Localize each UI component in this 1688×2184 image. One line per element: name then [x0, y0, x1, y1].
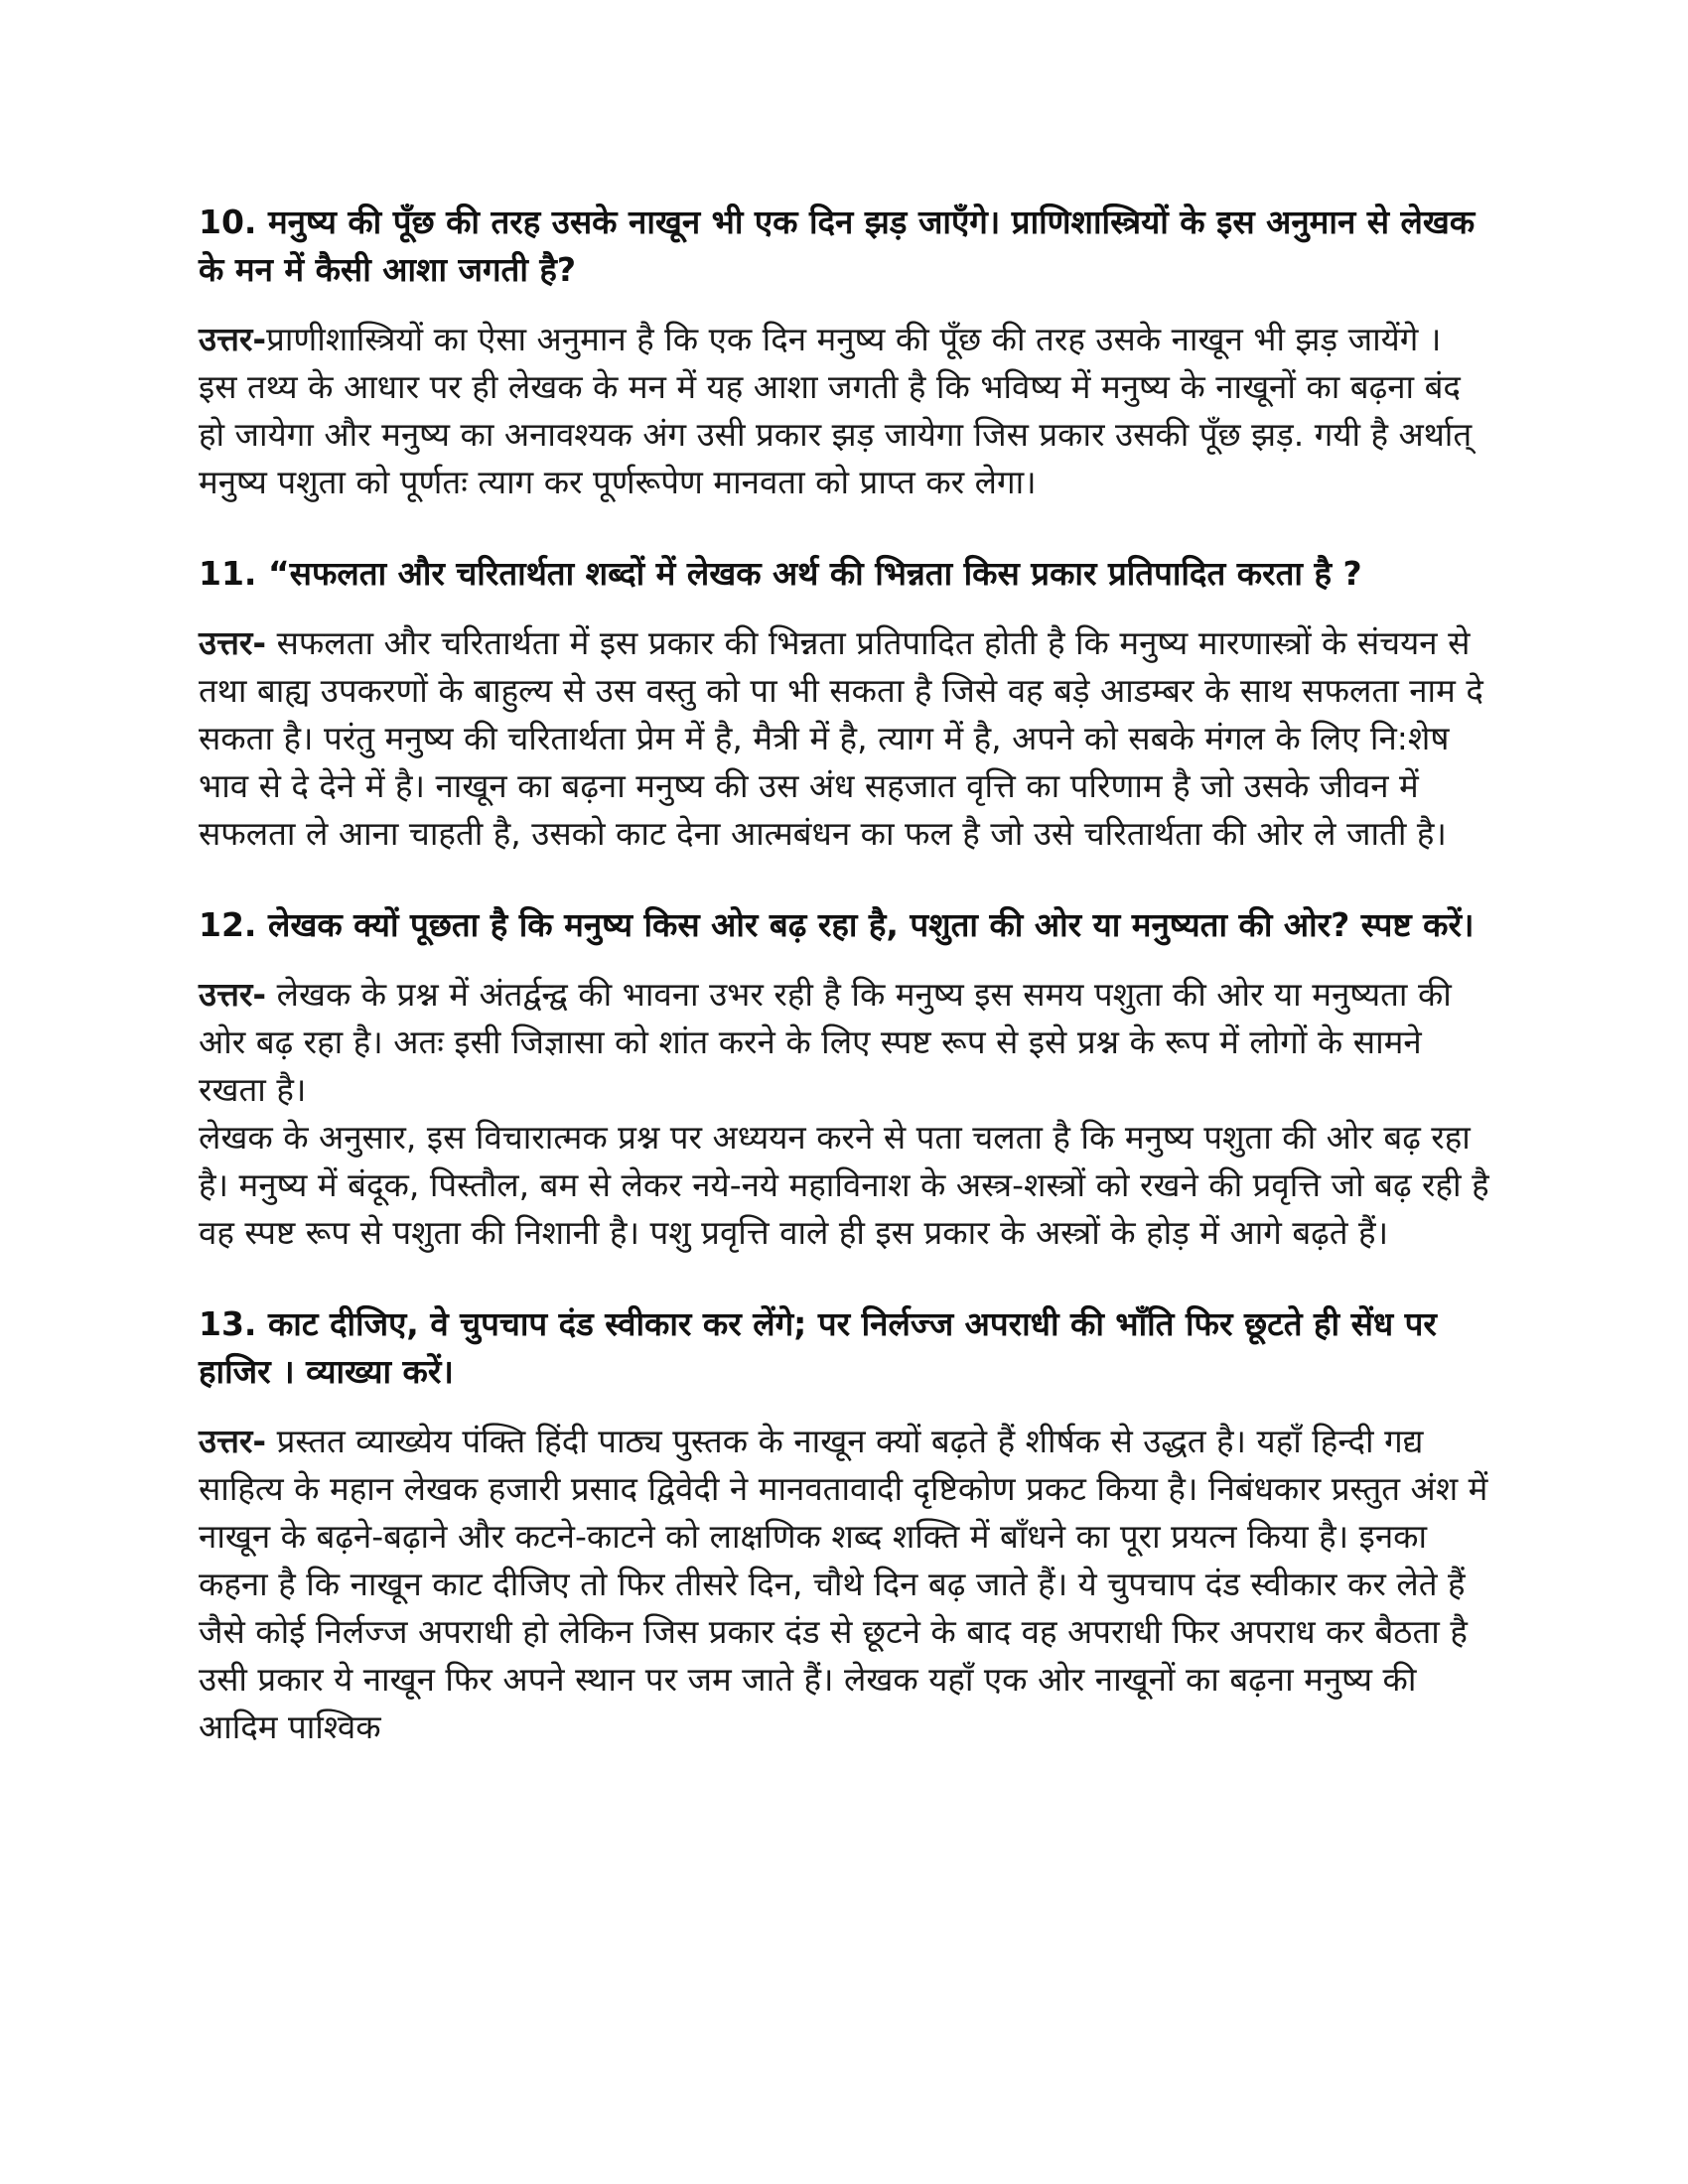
- answer-text: [199, 619, 1489, 858]
- answer-paragraph: [199, 619, 1489, 858]
- question-block-11: [199, 550, 1489, 858]
- question-heading: 12. लेखक क्यों पूछता है कि मनुष्य किस ओर बढ़ रहा है, पशुता की ओर या मनुष्यता की ओर? स्पष्ट करें।: [199, 905, 1475, 944]
- question-block-10: [199, 199, 1489, 506]
- answer-label: उत्तर-: [199, 975, 267, 1014]
- answer-body: प्राणीशास्त्रियों का ऐसा अनुमान है कि एक दिन मनुष्य की पूँछ की तरह उसके नाखून भी झड़ जायेंगे । इस तथ्य के आधार पर ही लेखक के मन में यह आशा जगती है कि भविष्य में मनुष्य के नाखूनों का बढ़ना बंद हो जायेगा और मनुष्य का अनावश्यक अंग उसी प्रकार झड़ जायेगा जिस प्रकार उसकी पूँछ झड़. गयी है अर्थात् मनुष्य पशुता को पूर्णतः त्याग कर पूर्णरूपेण मानवता को प्राप्त कर लेगा।: [199, 320, 1473, 501]
- document-page: [199, 199, 1489, 1795]
- answer-paragraph: [199, 316, 1489, 506]
- answer-paragraph: [199, 971, 1489, 1114]
- answer-label: उत्तर-: [199, 1422, 267, 1460]
- answer-text: [199, 316, 1489, 506]
- question-heading: 13. काट दीजिए, वे चुपचाप दंड स्वीकार कर लेंगे; पर निर्लज्ज अपराधी की भाँति फिर छूटते ही सेंध पर हाजिर । व्याख्या करें।: [199, 1304, 1437, 1391]
- answer-body: सफलता और चरितार्थता में इस प्रकार की भिन्नता प्रतिपादित होती है कि मनुष्य मारणास्त्रों के संचयन से तथा बाह्य उपकरणों के बाहुल्य से उस वस्तु को पा भी सकता है जिसे वह बड़े आडम्बर के साथ सफलता नाम दे सकता है। परंतु मनुष्य की चरितार्थता प्रेम में है, मैत्री में है, त्याग में है, अपने को सबके मंगल के लिए नि:शेष भाव से दे देने में है। नाखून का बढ़ना मनुष्य की उस अंध सहजात वृत्ति का परिणाम है जो उसके जीवन में सफलता ले आना चाहती है, उसको काट देना आत्मबंधन का फल है जो उसे चरितार्थता की ओर ले जाती है।: [199, 623, 1483, 853]
- answer-label: उत्तर-: [199, 320, 267, 358]
- answer-text: [199, 971, 1489, 1257]
- question-block-13: [199, 1300, 1489, 1751]
- answer-paragraph: [199, 1418, 1489, 1751]
- answer-label: उत्तर-: [199, 623, 267, 662]
- answer-text: [199, 1418, 1489, 1751]
- answer-body: प्रस्तत व्याख्येय पंक्ति हिंदी पाठ्य पुस्तक के नाखून क्यों बढ़ते हैं शीर्षक से उद्धत है। यहाँ हिन्दी गद्य साहित्य के महान लेखक हजारी प्रसाद द्विवेदी ने मानवतावादी दृष्टिकोण प्रकट किया है। निबंधकार प्रस्तुत अंश में नाखून के बढ़ने-बढ़ाने और कटने-काटने को लाक्षणिक शब्द शक्ति में बाँधने का पूरा प्रयत्न किया है। इनका कहना है कि नाखून काट दीजिए तो फिर तीसरे दिन, चौथे दिन बढ़ जाते हैं। ये चुपचाप दंड स्वीकार कर लेते हैं जैसे कोई निर्लज्ज अपराधी हो लेकिन जिस प्रकार दंड से छूटने के बाद वह अपराधी फिर अपराध कर बैठता है उसी प्रकार ये नाखून फिर अपने स्थान पर जम जाते हैं। लेखक यहाँ एक ओर नाखूनों का बढ़ना मनुष्य की आदिम पाश्विक: [199, 1422, 1488, 1746]
- question-heading: 10. मनुष्य की पूँछ की तरह उसके नाखून भी एक दिन झड़ जाएँगे। प्राणिशास्त्रियों के इस अनुमान से लेखक के मन में कैसी आशा जगती है?: [199, 203, 1476, 289]
- answer-body: लेखक के प्रश्न में अंतर्द्वन्द्व की भावना उभर रही है कि मनुष्य इस समय पशुता की ओर या मनुष्यता की ओर बढ़ रहा है। अतः इसी जिज्ञासा को शांत करने के लिए स्पष्ट रूप से इसे प्रश्न के रूप में लोगों के सामने रखता है।: [199, 975, 1452, 1109]
- answer-paragraph: लेखक के अनुसार, इस विचारात्मक प्रश्न पर अध्ययन करने से पता चलता है कि मनुष्य पशुता की ओर बढ़ रहा है। मनुष्य में बंदूक, पिस्तौल, बम से लेकर नये-नये महाविनाश के अस्त्र-शस्त्रों को रखने की प्रवृत्ति जो बढ़ रही है वह स्पष्ट रूप से पशुता की निशानी है। पशु प्रवृत्ति वाले ही इस प्रकार के अस्त्रों के होड़ में आगे बढ़ते हैं।: [199, 1118, 1489, 1252]
- question-block-12: [199, 901, 1489, 1257]
- question-heading: 11. “सफलता और चरितार्थता शब्दों में लेखक अर्थ की भिन्नता किस प्रकार प्रतिपादित करता है ?: [199, 554, 1362, 593]
